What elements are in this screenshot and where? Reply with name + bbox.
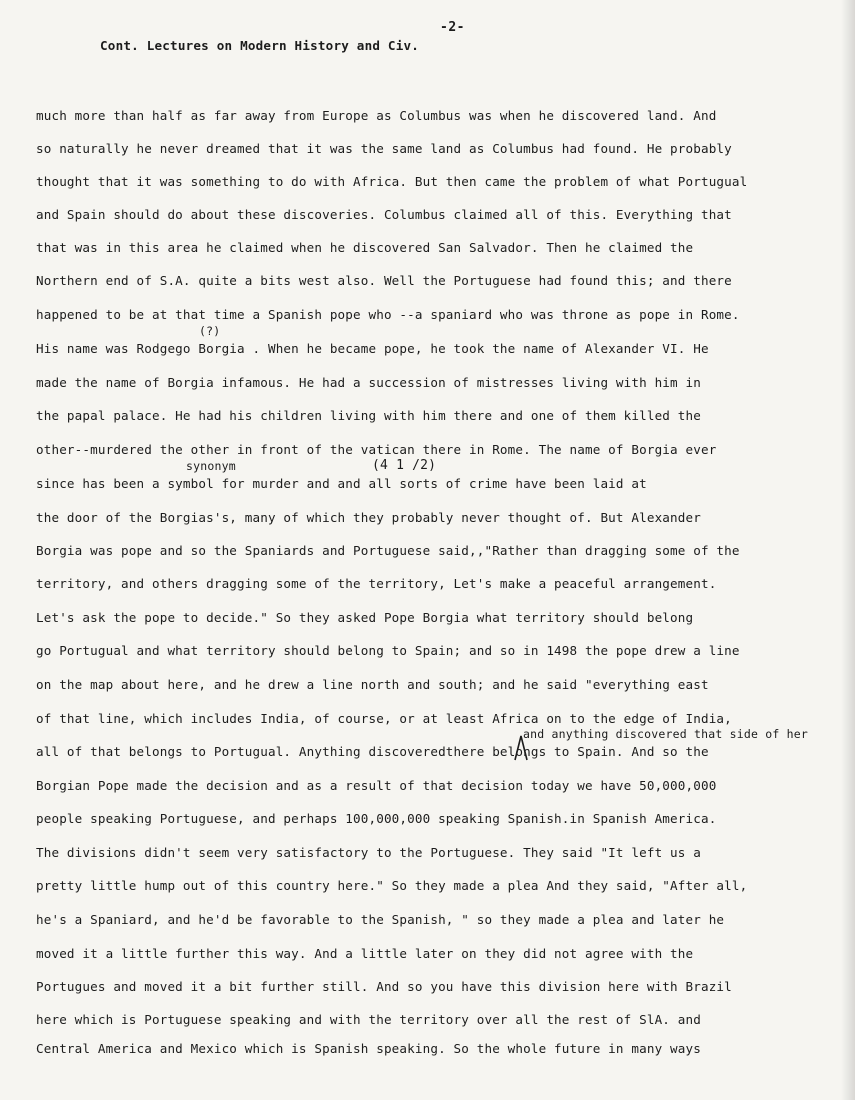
question-mark-annotation: (?) <box>199 324 221 338</box>
text-line: Northern end of S.A. quite a bits west also. Well the Portuguese had found this; and there <box>36 273 732 288</box>
text-line: Portugues and moved it a bit further still. And so you have this division here with Brazil <box>36 979 732 994</box>
text-line: happened to be at that time a Spanish pope who --a spaniard who was throne as pope in Rome. <box>36 307 740 322</box>
text-line: all of that belongs to Portugual. Anything discoveredthere belongs to Spain. And so the <box>36 744 709 759</box>
text-line: the door of the Borgias's, many of which they probably never thought of. But Alexander <box>36 510 701 525</box>
text-line: and Spain should do about these discoveries. Columbus claimed all of this. Everything that <box>36 207 732 222</box>
text-line: thought that it was something to do with Africa. But then came the problem of what Portugual <box>36 174 748 189</box>
text-line: pretty little hump out of this country here." So they made a plea And they said, "After all, <box>36 878 748 893</box>
text-line: of that line, which includes India, of course, or at least Africa on to the edge of India, <box>36 711 732 726</box>
text-line: Central America and Mexico which is Spanish speaking. So the whole future in many ways <box>36 1041 701 1056</box>
page-edge-shadow <box>841 0 855 1100</box>
text-line: The divisions didn't seem very satisfactory to the Portuguese. They said "It left us a <box>36 845 701 860</box>
text-line: territory, and others dragging some of the territory, Let's make a peaceful arrangement. <box>36 576 717 591</box>
text-line: here which is Portuguese speaking and with the territory over all the rest of SlA. and <box>36 1012 701 1027</box>
text-line: people speaking Portuguese, and perhaps 100,000,000 speaking Spanish.in Spanish America. <box>36 811 717 826</box>
fraction-annotation: (4 1 /2) <box>372 458 437 473</box>
text-line: other--murdered the other in front of the vatican there in Rome. The name of Borgia ever <box>36 442 717 457</box>
text-line: Borgia was pope and so the Spaniards and Portuguese said,,"Rather than dragging some of the <box>36 543 740 558</box>
text-line: much more than half as far away from Europe as Columbus was when he discovered land. And <box>36 108 717 123</box>
text-line: he's a Spaniard, and he'd be favorable to the Spanish, " so they made a plea and later he <box>36 912 725 927</box>
text-line: made the name of Borgia infamous. He had a succession of mistresses living with him in <box>36 375 701 390</box>
insertion-annotation: and anything discovered that side of her <box>523 727 808 741</box>
text-line: go Portugual and what territory should belong to Spain; and so in 1498 the pope drew a line <box>36 643 740 658</box>
text-line: His name was Rodgego Borgia . When he became pope, he took the name of Alexander VI. He <box>36 341 709 356</box>
text-line: Let's ask the pope to decide." So they asked Pope Borgia what territory should belong <box>36 610 694 625</box>
text-line: the papal palace. He had his children living with him there and one of them killed the <box>36 408 701 423</box>
text-line: since has been a symbol for murder and and all sorts of crime have been laid at <box>36 476 647 491</box>
page-number: -2- <box>440 20 465 35</box>
text-line: so naturally he never dreamed that it was the same land as Columbus had found. He probably <box>36 141 732 156</box>
text-line: moved it a little further this way. And a little later on they did not agree with the <box>36 946 694 961</box>
insertion-caret-icon <box>513 734 529 762</box>
text-line: Borgian Pope made the decision and as a result of that decision today we have 50,000,000 <box>36 778 717 793</box>
text-line: that was in this area he claimed when he discovered San Salvador. Then he claimed the <box>36 240 694 255</box>
synonym-annotation: synonym <box>186 459 236 473</box>
text-line: on the map about here, and he drew a line north and south; and he said "everything east <box>36 677 709 692</box>
page-header: Cont. Lectures on Modern History and Civ. <box>100 38 420 53</box>
